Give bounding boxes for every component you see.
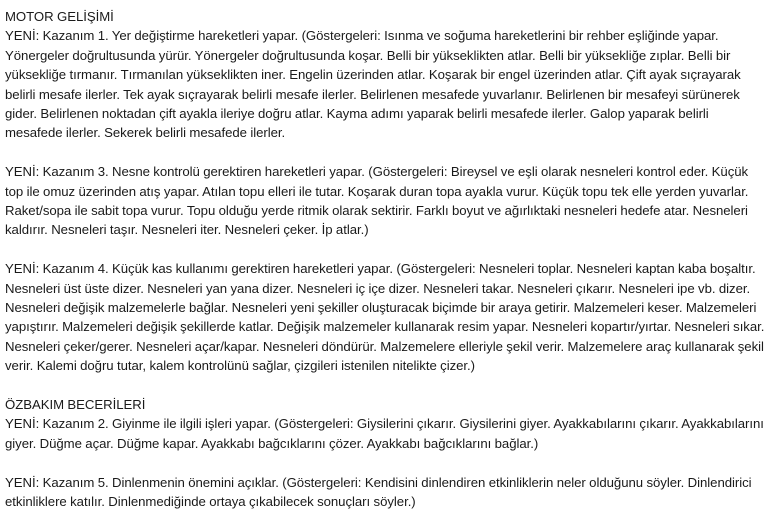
section-motor-gelisimi — [5, 7, 766, 376]
section-heading: ÖZBAKIM BECERİLERİ — [5, 397, 146, 413]
paragraph-kazanim-3: YENİ: Kazanım 3. Nesne kontrolü gerektiren hareketleri yapar. (Göstergeleri: Bireysel ve eşli olarak nesneleri kontrol eder. Küçük top ile omuz üzerinden atış yapar. Atılan topu elleri ile tutar. Koşarak duran topa ayakla vurur. Küçük topu tek elle yerden yuvarlar. Raket/sopa ile sabit topa vurur. Topu olduğu yerde ritmik olarak sektirir. Farklı boyut ve ağırlıktaki nesneleri hedefe atar. Nesneleri kaldırır. Nesneleri taşır. Nesneleri iter. Nesneleri çeker. İp atlar.) — [5, 164, 749, 238]
paragraph-kazanim-4: YENİ: Kazanım 4. Küçük kas kullanımı gerektiren hareketleri yapar. (Göstergeleri: Nesneleri toplar. Nesneleri kaptan kaba boşaltır. Nesneleri üst üste dizer. Nesneleri yan yana dizer. Nesneleri iç içe dizer. Nesneleri takar. Nesneleri çıkarır. Nesneleri ipe vb. dizer. Nesneleri değişik malzemelerle bağlar. Nesneleri yeni şekiller oluşturacak biçimde bir araya getirir. Malzemeleri keser. Malzemeleri yapıştırır. Malzemeleri değişik şekillerde katlar. Değişik malzemeler kullanarak resim yapar. Nesneleri kopartır/yırtar. Nesneleri sıkar. Nesneleri çeker/gerer. Nesneleri açar/kapar. Nesneleri döndürür. Malzemelere elleriyle şekil verir. Malzemelere araç kullanarak şekil verir. Kalemi doğru tutar, kalem kontrolünü sağlar, çizgileri istenilen nitelikte çizer.) — [5, 261, 765, 374]
paragraph-kazanim-5: YENİ: Kazanım 5. Dinlenmenin önemini açıklar. (Göstergeleri: Kendisini dinlendiren etkinliklerin neler olduğunu söyler. Dinlendirici etkinliklere katılır. Dinlenmediğinde ortaya çıkabilecek sonuçları söyler.) — [5, 474, 752, 510]
paragraph-kazanim-1: YENİ: Kazanım 1. Yer değiştirme hareketleri yapar. (Göstergeleri: Isınma ve soğuma hareketlerini bir rehber eşliğinde yapar. Yönergeler doğrultusunda yürür. Yönergeler doğrultusunda koşar. Belli bir yükseklikten atlar. Belli bir yüksekliğe zıplar. Belli bir yüksekliğe tırmanır. Tırmanılan yükseklikten iner. Engelin üzerinden atlar. Koşarak bir engel üzerinden atlar. Çift ayak sıçrayarak belirli mesafe ilerler. Tek ayak sıçrayarak belirli mesafe ilerler. Belirlenen mesafede yuvarlanır. Belirlenen bir mesafeyi sürünerek gider. Belirlenen noktadan çift ayakla ileriye doğru atlar. Kayma adımı yaparak belirli mesafede ilerler. Galop yaparak belirli mesafede ilerler. Sekerek belirli mesafede ilerler. — [5, 28, 741, 141]
section-heading: MOTOR GELİŞİMİ — [5, 9, 114, 24]
section-ozbakim-becerileri — [5, 395, 766, 511]
paragraph-kazanim-2: YENİ: Kazanım 2. Giyinme ile ilgili işleri yapar. (Göstergeleri: Giysilerini çıkarır. Giysilerini giyer. Ayakkabılarını çıkarır. Ayakkabılarını giyer. Düğme açar. Düğme kapar. Ayakkabı bağcıklarını çözer. Ayakkabı bağcıklarını bağlar.) — [5, 416, 764, 451]
